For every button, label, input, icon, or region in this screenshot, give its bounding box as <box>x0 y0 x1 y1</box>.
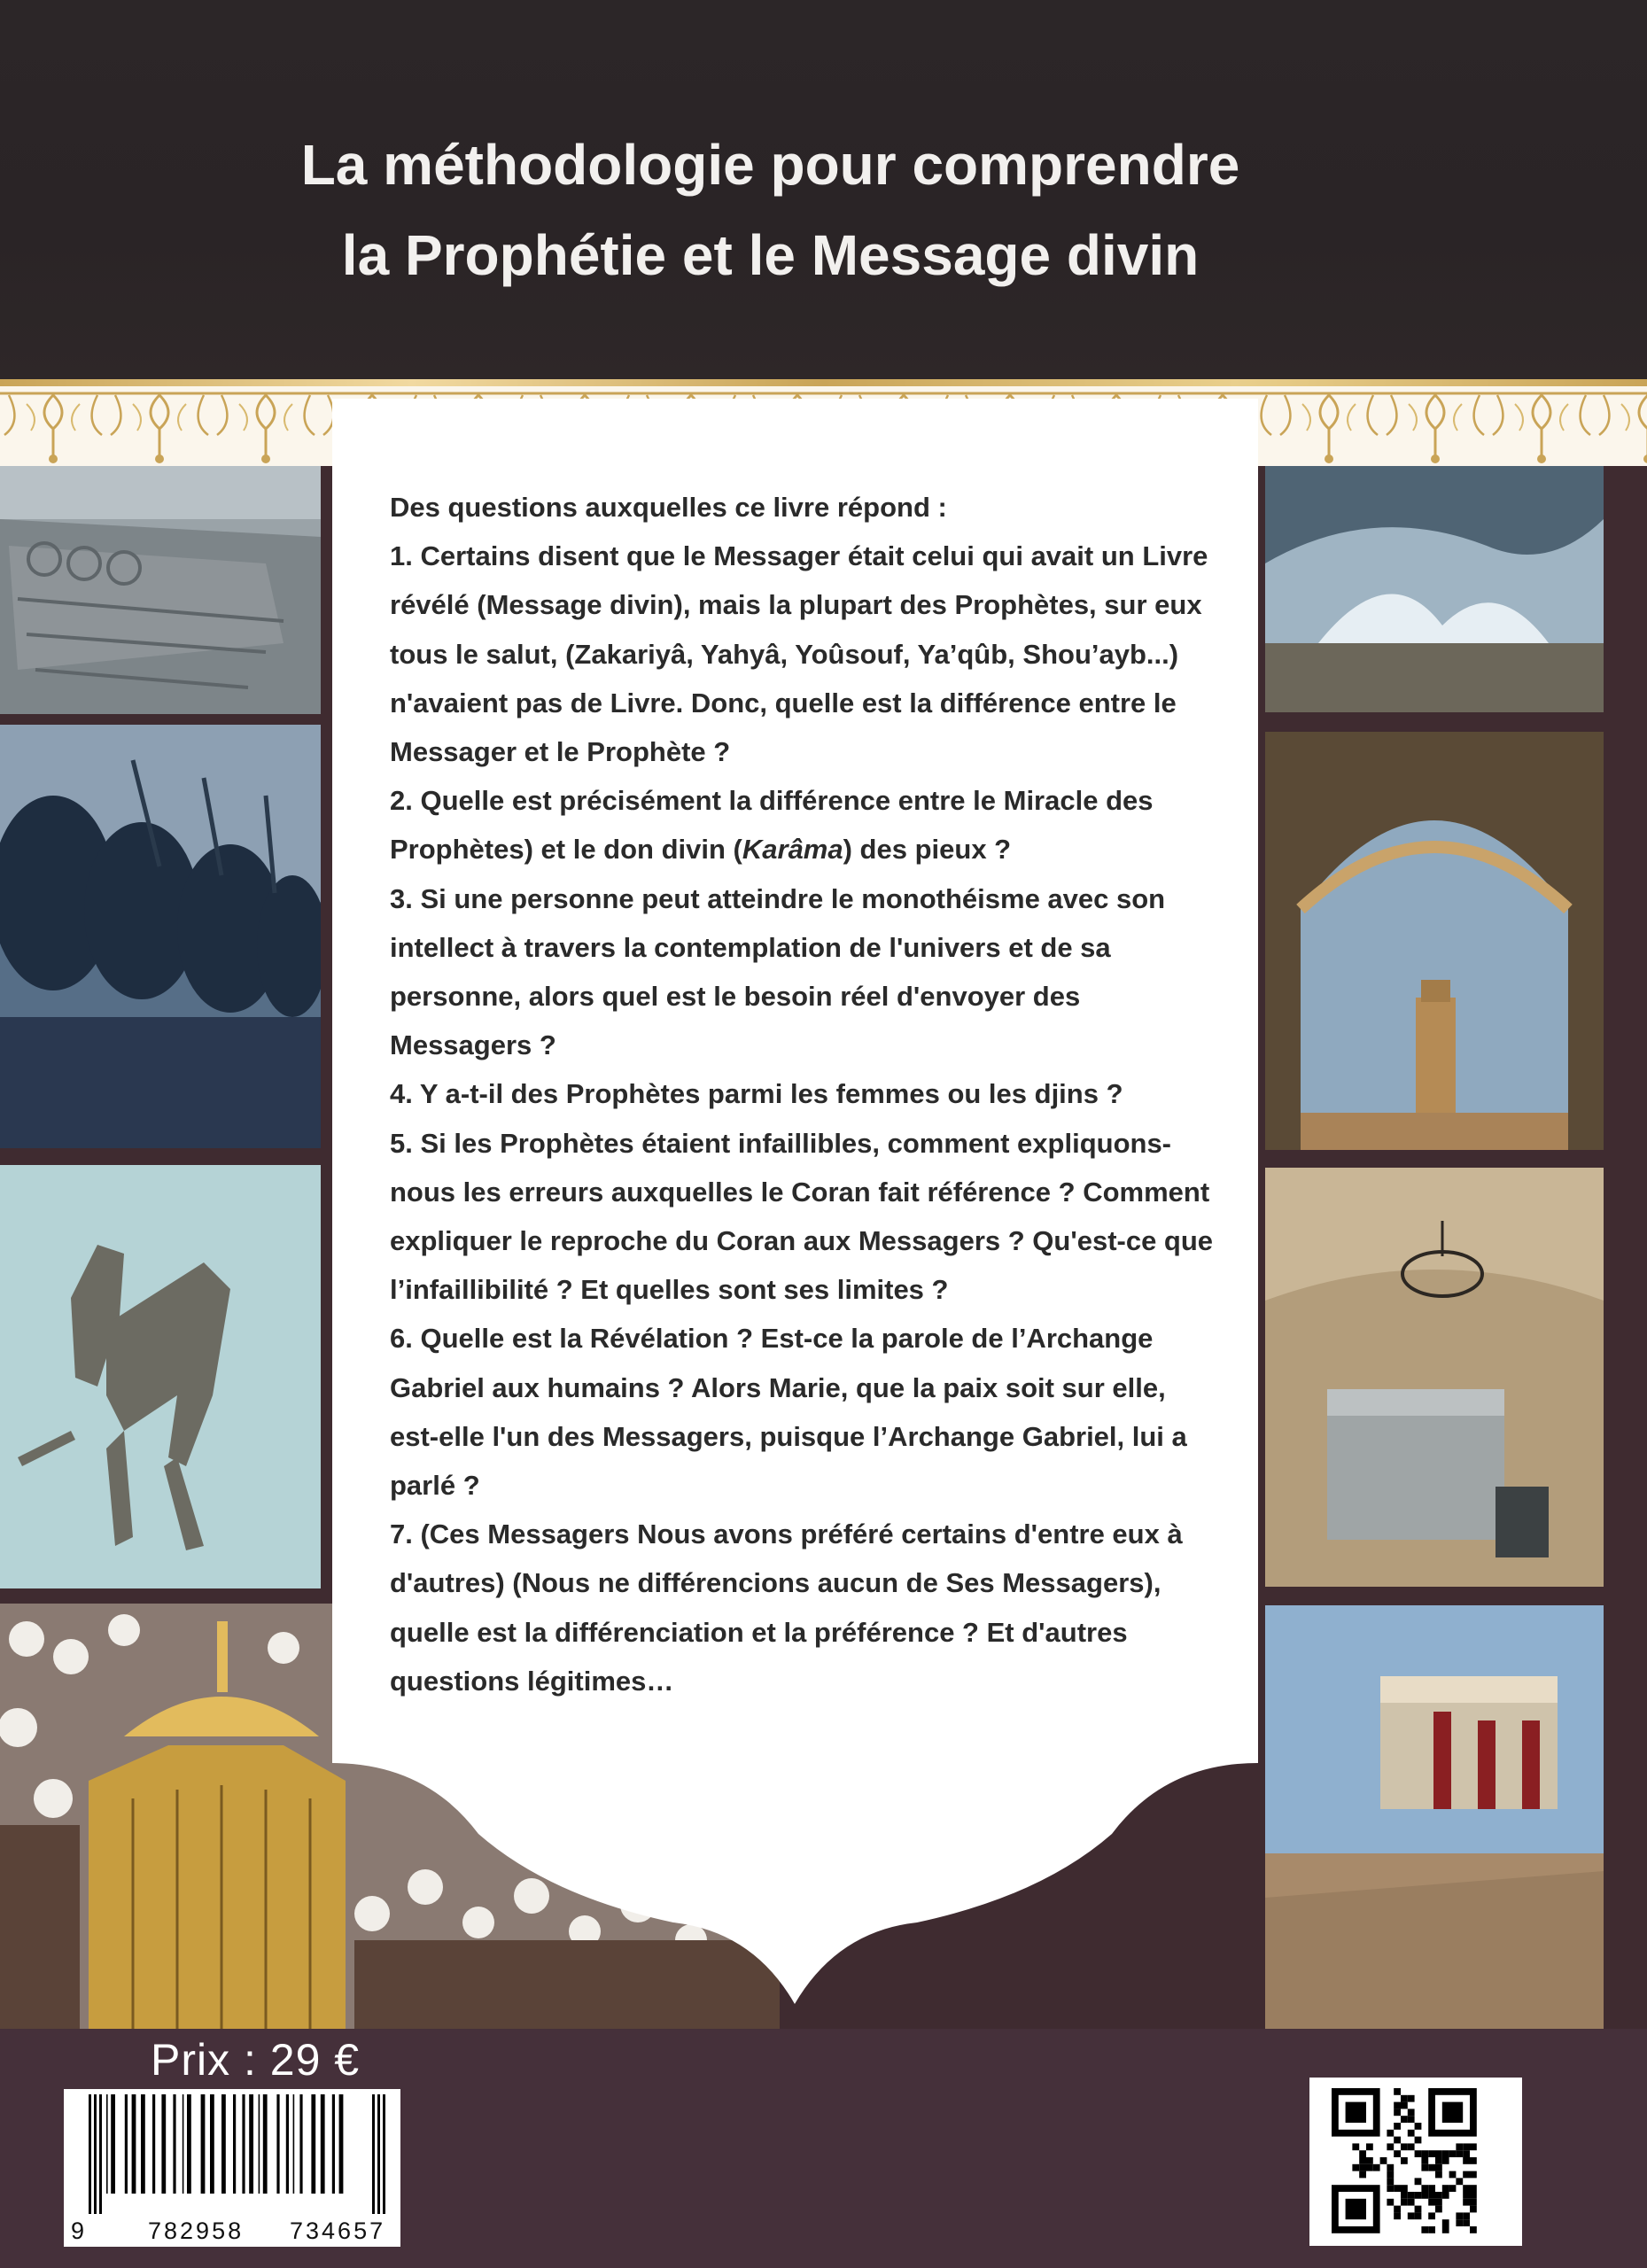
isbn-group-2: 734657 <box>290 2218 386 2244</box>
questions-intro: Des questions auxquelles ce livre répond : <box>390 492 947 523</box>
barcode-icon <box>71 2094 393 2214</box>
question-2-end: ) des pieux ? <box>843 834 1012 866</box>
title-line-2: la Prophétie et le Message divin <box>341 223 1200 287</box>
photo-stone-relief <box>0 466 321 714</box>
qr-code-icon <box>1309 2078 1522 2246</box>
isbn-lead-digit: 9 <box>71 2218 85 2244</box>
qr-code <box>1309 2078 1522 2246</box>
karama-term: Karâma <box>742 834 843 866</box>
question-7: 7. (Ces Messagers Nous avons préféré certains d'entre eux à d'autres) (Nous ne différencions aucun de Ses Messagers), quelle est la différenciation et la préférence ? Et d'autres questions légitimes… <box>390 1518 1183 1697</box>
isbn-group-1: 782958 <box>148 2218 245 2244</box>
question-6: 6. Quelle est la Révélation ? Est-ce la parole de l’Archange Gabriel aux humains ? Alors Marie, que la paix soit sur elle, est-elle l'un des Messagers, puisque l’Archange Gabriel, lui a parlé ? <box>390 1323 1187 1502</box>
question-1: 1. Certains disent que le Messager était celui qui avait un Livre révélé (Message divin), mais la plupart des Prophètes, sur eux tous le salut, (Zakariyâ, Yahyâ, Yoûsouf, Ya’qûb, Shou’ayb...) n'avaient pas de Livre. Donc, quelle est la différence entre le Messager et le Prophète ? <box>390 540 1208 768</box>
question-2-start: 2. Quelle est précisément la différence entre le Miracle des Prophètes) et le don divin ( <box>390 785 1154 866</box>
question-3: 3. Si une personne peut atteindre le monothéisme avec son intellect à travers la contemplation de l'univers et de sa personne, alors quel est le besoin réel d'envoyer des Messagers ? <box>390 882 1166 1061</box>
gold-rule <box>0 379 1647 386</box>
title-line-1: La méthodologie pour comprendre <box>300 133 1240 197</box>
question-4: 4. Y a-t-il des Prophètes parmi les femmes ou les djins ? <box>390 1078 1123 1110</box>
price-label: Prix : 29 € <box>151 2035 361 2085</box>
book-title <box>0 120 1594 300</box>
question-5: 5. Si les Prophètes étaient infaillibles, comment expliquons-nous les erreurs auxquelles le Coran fait référence ? Comment expliquer le reproche du Coran aux Messagers ? Qu'est-ce que l’infaillibilité ? Et quelles sont ses limites ? <box>390 1127 1214 1306</box>
photo-equestrian-statue <box>0 1165 321 1588</box>
photo-tomb-chamber <box>1265 1168 1604 1587</box>
barcode <box>64 2089 400 2247</box>
photo-mosque-arch <box>1265 732 1604 1150</box>
questions-text-block <box>390 483 1214 1705</box>
question-2 <box>390 776 1214 874</box>
photo-knossos-palace <box>1265 1605 1604 2029</box>
photo-warriors-shields <box>0 725 321 1148</box>
photo-parted-sea <box>1265 466 1604 712</box>
